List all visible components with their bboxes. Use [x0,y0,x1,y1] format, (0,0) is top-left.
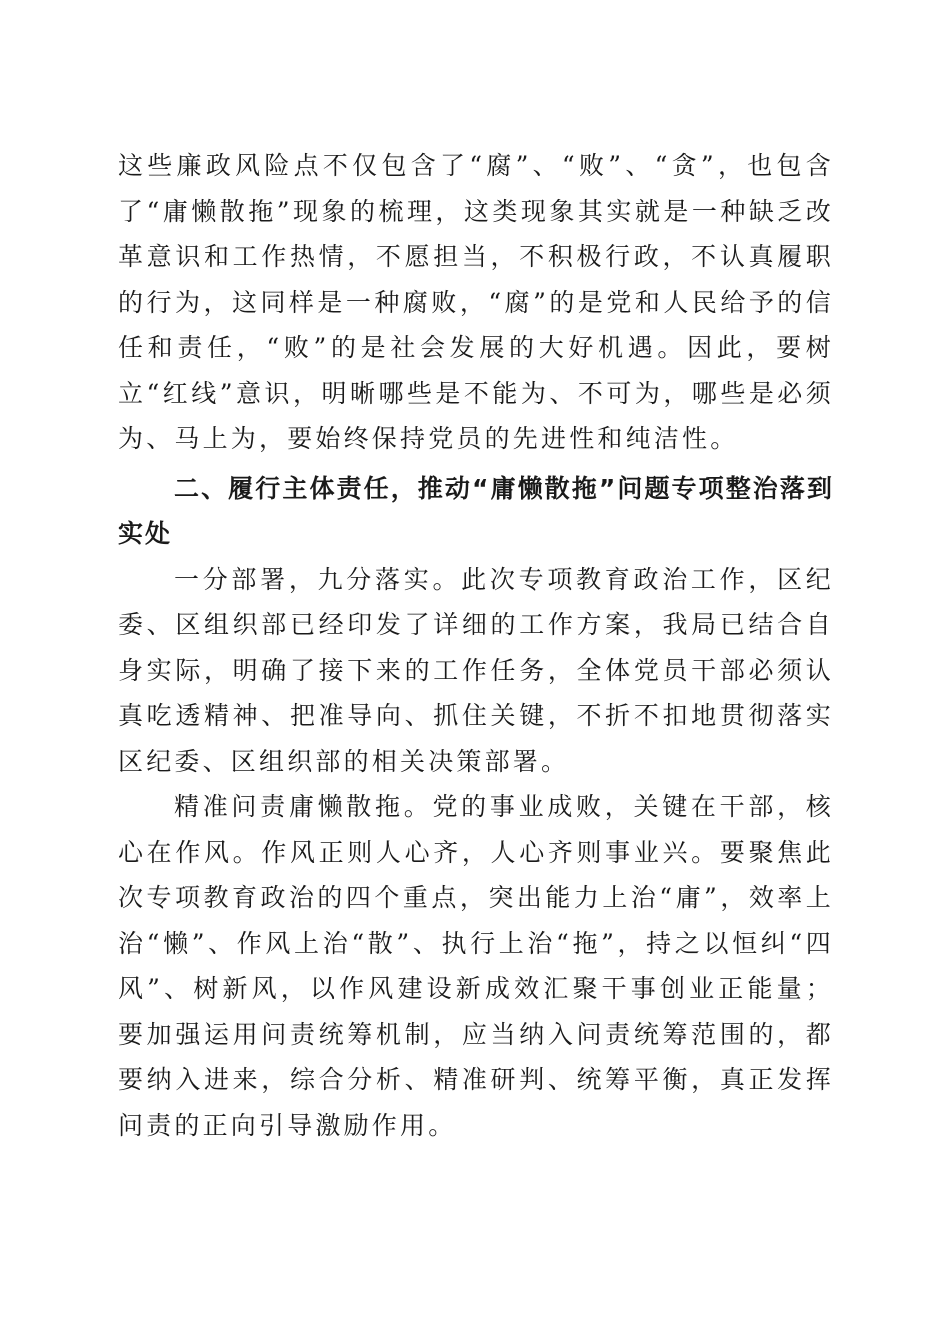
body-paragraph-risk-points: 这些廉政风险点不仅包含了“腐”、“败”、“贪”，也包含了“庸懒散拖”现象的梳理，这类现象其实就是一种缺乏改革意识和工作热情，不愿担当，不积极行政，不认真履职的行为，这同样是一种腐败，“腐”的是党和人民给予的信任和责任，“败”的是社会发展的大好机遇。因此，要树立“红线”意识，明晰哪些是不能为、不可为，哪些是必须为、马上为，要始终保持党员的先进性和纯洁性。 [118,151,834,453]
body-paragraph-accountability: 精准问责庸懒散拖。党的事业成败，关键在干部，核心在作风。作风正则人心齐，人心齐则事业兴。要聚焦此次专项教育政治的四个重点，突出能力上治“庸”，效率上治“懒”、作风上治“散”、执行上治“拖”，持之以恒纠“四风”、树新风，以作风建设新成效汇聚干事创业正能量；要加强运用问责统筹机制，应当纳入问责统筹范围的，都要纳入进来，综合分析、精准研判、统筹平衡，真正发挥问责的正向引导激励作用。 [118,792,834,1140]
section-heading-two: 二、履行主体责任，推动“庸懒散拖”问题专项整治落到实处 [118,473,834,548]
body-paragraph-deployment: 一分部署，九分落实。此次专项教育政治工作，区纪委、区组织部已经印发了详细的工作方案，我局已结合自身实际，明确了接下来的工作任务，全体党员干部必须认真吃透精神、把准导向、抓住关键，不折不扣地贯彻落实区纪委、区组织部的相关决策部署。 [118,564,834,776]
document-page [118,143,834,1148]
